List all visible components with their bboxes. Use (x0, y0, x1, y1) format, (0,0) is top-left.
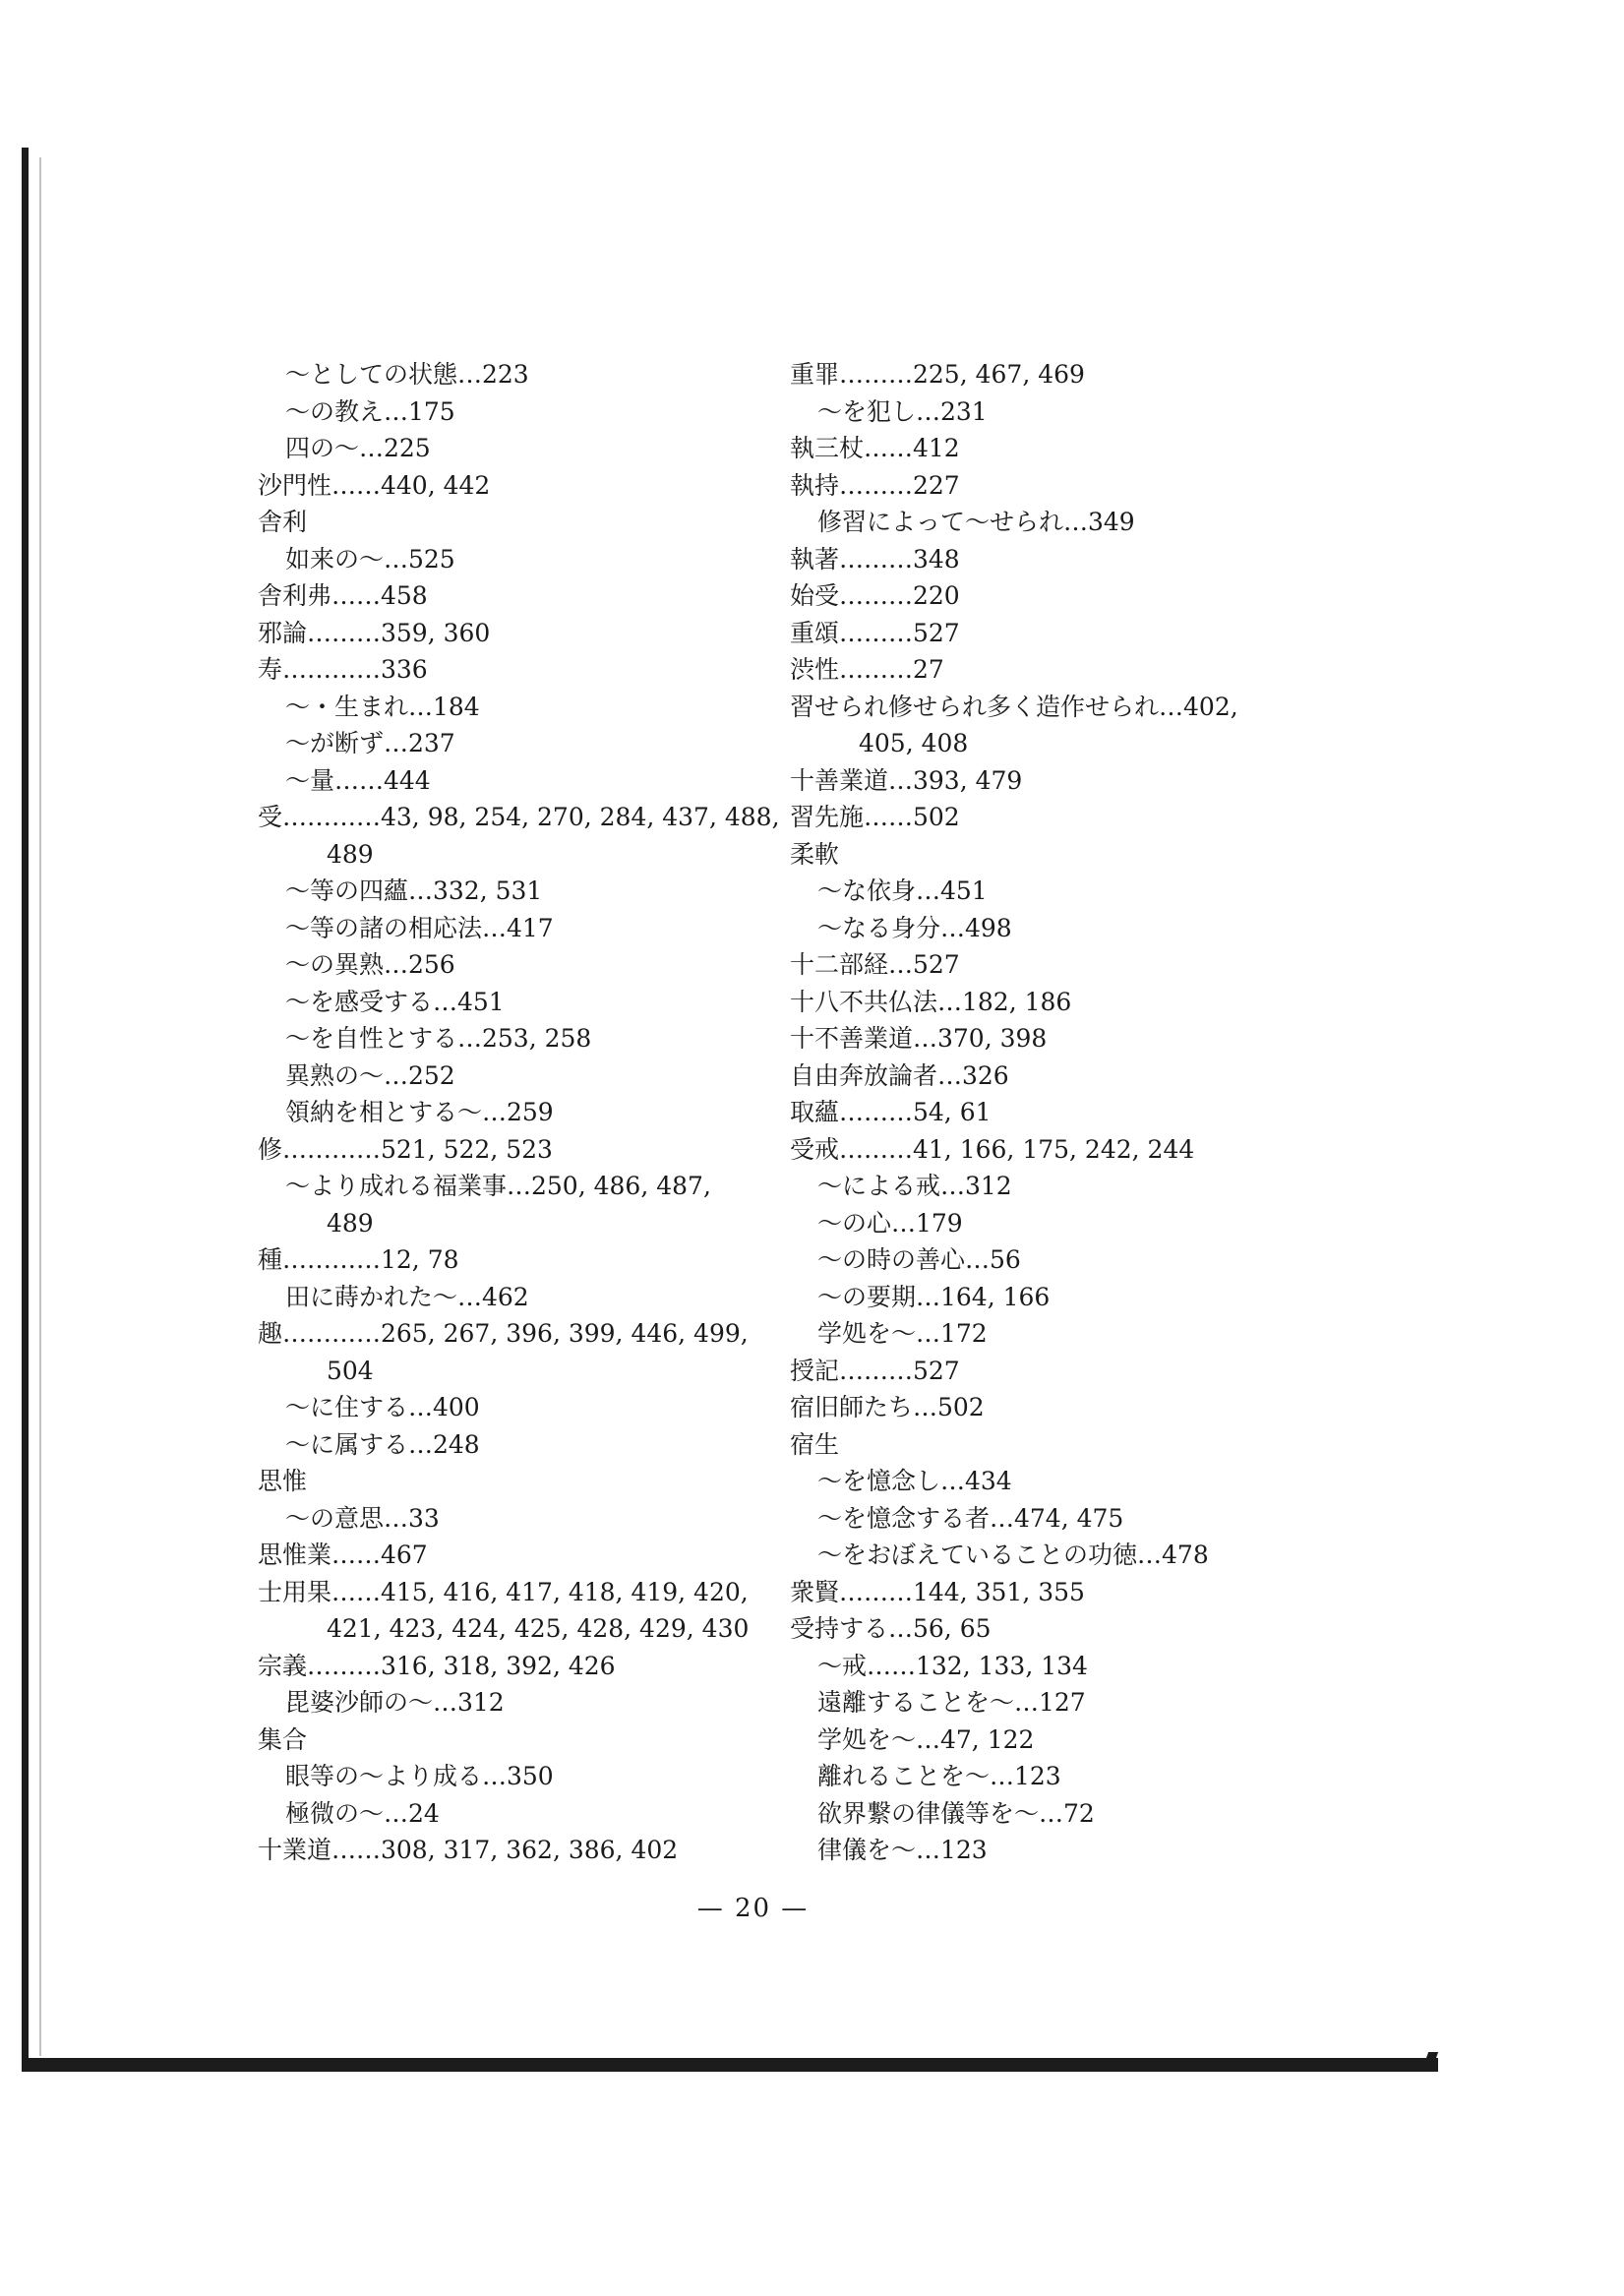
index-entry: 執三杖……412 (790, 434, 960, 462)
index-subentry: ～の要期…164, 166 (817, 1282, 1051, 1311)
index-subentry: ～を感受する…451 (285, 987, 505, 1016)
page-number: — 20 — (696, 1894, 810, 1923)
index-subentry: 領納を相とする～…259 (285, 1098, 554, 1126)
index-entry: 十八不共仏法…182, 186 (790, 987, 1072, 1016)
index-subentry: ～の意思…33 (285, 1503, 440, 1533)
index-subentry: ～等の諸の相応法…417 (285, 913, 554, 942)
index-entry: 十善業道…393, 479 (790, 765, 1023, 795)
index-entry: 受戒………41, 166, 175, 242, 244 (790, 1134, 1195, 1164)
index-entry: 執著………348 (790, 544, 960, 574)
index-subentry: ～等の四蘊…332, 531 (285, 876, 543, 905)
index-subentry: ～より成れる福業事…250, 486, 487, (285, 1172, 711, 1200)
index-entry: 十二部経…527 (790, 950, 960, 979)
index-entry: 取蘊………54, 61 (790, 1098, 992, 1126)
index-entry: 自由奔放論者…326 (790, 1060, 1009, 1090)
index-continuation: 504 (327, 1356, 374, 1385)
index-subentry: ～・生まれ…184 (285, 692, 480, 721)
index-subentry: ～の心…179 (817, 1208, 963, 1238)
index-continuation: 489 (327, 1208, 374, 1238)
index-subentry: ～が断ず…237 (285, 729, 455, 757)
index-entry: 重頌………527 (790, 618, 960, 647)
index-subentry: 極微の～…24 (285, 1798, 440, 1828)
index-subentry: ～としての状態…223 (285, 360, 529, 389)
index-entry: 受持する…56, 65 (790, 1614, 992, 1643)
index-entry: 習先施……502 (790, 803, 960, 831)
scan-shadow-left (22, 148, 29, 2066)
index-entry: 十業道……308, 317, 362, 386, 402 (258, 1836, 679, 1864)
index-subentry: ～を憶念する者…474, 475 (817, 1503, 1124, 1533)
index-entry: 舎利 (258, 508, 308, 536)
index-subentry: ～を犯し…231 (817, 396, 988, 426)
index-subentry: ～の異熟…256 (285, 950, 455, 979)
index-entry: 舎利弗……458 (258, 581, 428, 610)
index-continuation: 489 (327, 839, 374, 869)
index-subentry: 学処を～…172 (817, 1319, 988, 1348)
scan-shadow-left-faint (39, 157, 41, 2056)
index-entry: 思惟 (258, 1467, 308, 1495)
index-subentry: 異熟の～…252 (285, 1060, 455, 1090)
index-entry: 宿旧師たち…502 (790, 1393, 985, 1421)
index-entry: 趣…………265, 267, 396, 399, 446, 499, (258, 1319, 749, 1348)
index-subentry: 離れることを～…123 (817, 1762, 1061, 1790)
index-entry: 習せられ修せられ多く造作せられ…402, (790, 692, 1238, 721)
index-subentry: 律儀を～…123 (817, 1836, 988, 1864)
index-subentry: ～に属する…248 (285, 1429, 480, 1459)
index-entry: 邪論………359, 360 (258, 618, 491, 647)
index-subentry: 四の～…225 (285, 434, 431, 462)
index-entry: 受…………43, 98, 254, 270, 284, 437, 488, (258, 803, 780, 831)
index-entry: 重罪………225, 467, 469 (790, 360, 1085, 389)
index-subentry: 眼等の～より成る…350 (285, 1762, 554, 1790)
index-entry: 種…………12, 78 (258, 1245, 459, 1274)
index-continuation: 421, 423, 424, 425, 428, 429, 430 (327, 1614, 750, 1643)
index-entry: 十不善業道…370, 398 (790, 1024, 1048, 1053)
index-entry: 宗義………316, 318, 392, 426 (258, 1651, 616, 1680)
index-subentry: ～を自性とする…253, 258 (285, 1024, 592, 1053)
index-subentry: ～をおぼえていることの功徳…478 (817, 1541, 1209, 1569)
index-entry: 思惟業……467 (258, 1541, 428, 1569)
index-subentry: 田に蒔かれた～…462 (285, 1282, 529, 1311)
index-subentry: 欲界繋の律儀等を～…72 (817, 1798, 1095, 1828)
index-entry: 寿…………336 (258, 655, 428, 684)
index-subentry: ～の教え…175 (285, 396, 455, 426)
index-entry: 士用果……415, 416, 417, 418, 419, 420, (258, 1577, 749, 1606)
index-subentry: 毘婆沙師の～…312 (285, 1688, 505, 1717)
index-subentry: 学処を～…47, 122 (817, 1724, 1035, 1754)
index-subentry: ～なる身分…498 (817, 913, 1012, 942)
index-column-right (790, 356, 1321, 1869)
index-subentry: ～に住する…400 (285, 1393, 480, 1421)
index-subentry: ～な依身…451 (817, 876, 988, 905)
index-entry: 始受………220 (790, 581, 960, 610)
index-entry: 柔軟 (790, 839, 840, 869)
index-entry: 宿生 (790, 1429, 840, 1459)
index-entry: 修…………521, 522, 523 (258, 1134, 553, 1164)
index-subentry: 修習によって～せられ…349 (817, 508, 1135, 536)
index-subentry: 遠離することを～…127 (817, 1688, 1086, 1717)
index-subentry: ～戒……132, 133, 134 (817, 1651, 1088, 1680)
index-continuation: 405, 408 (859, 729, 969, 757)
index-entry: 集合 (258, 1724, 308, 1754)
index-column-left (258, 356, 789, 1869)
index-subentry: ～量……444 (285, 765, 431, 795)
index-entry: 沙門性……440, 442 (258, 470, 491, 500)
index-subentry: ～を憶念し…434 (817, 1467, 1012, 1495)
index-subentry: ～の時の善心…56 (817, 1245, 1021, 1274)
index-subentry: ～による戒…312 (817, 1172, 1012, 1200)
index-subentry: 如来の～…525 (285, 544, 455, 574)
index-entry: 渋性………27 (790, 655, 944, 684)
scan-shadow-bottom (22, 2058, 1438, 2072)
index-entry: 授記………527 (790, 1356, 960, 1385)
index-entry: 衆賢………144, 351, 355 (790, 1577, 1085, 1606)
index-entry: 執持………227 (790, 470, 960, 500)
